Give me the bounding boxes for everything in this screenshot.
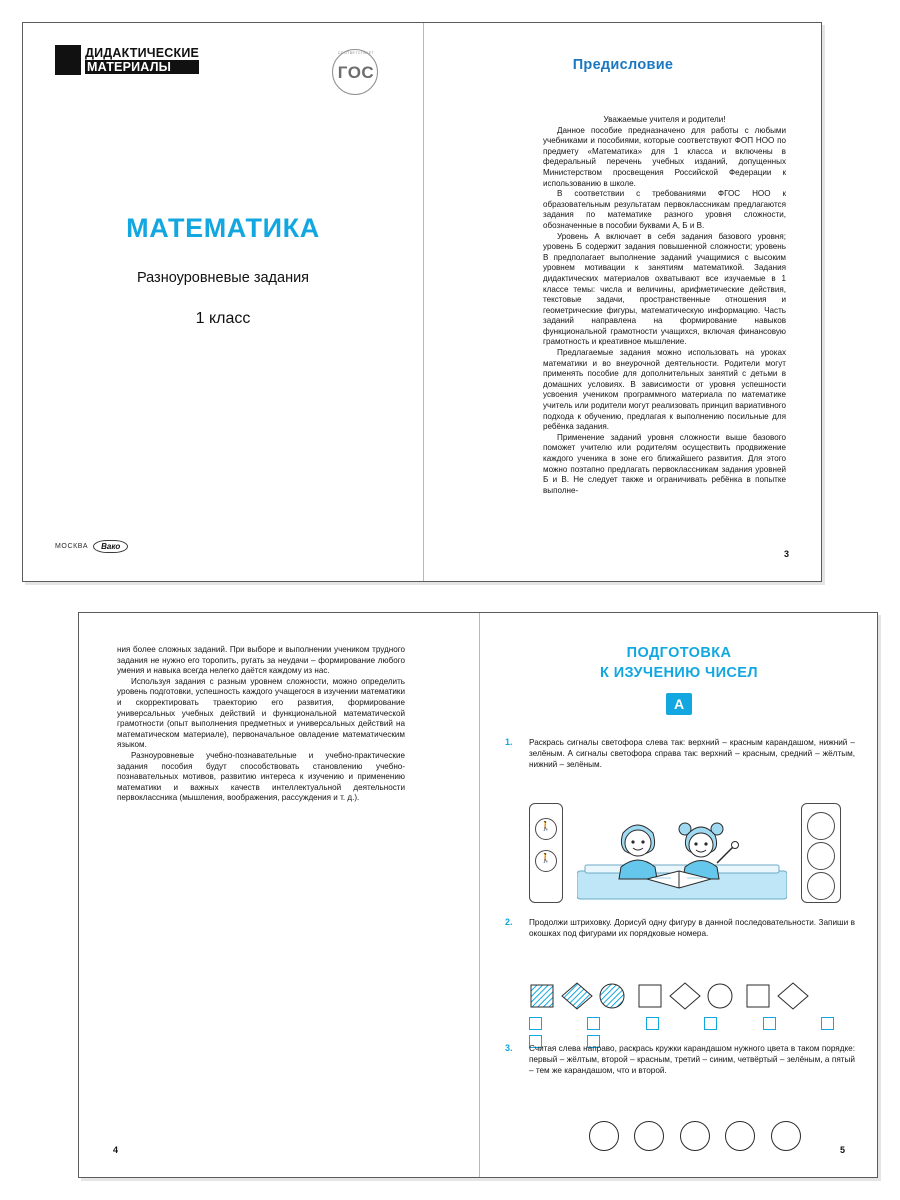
preface-text-column	[543, 115, 786, 496]
task-1	[505, 737, 855, 771]
task-1-number: 1.	[505, 737, 513, 747]
continuation-text-column	[117, 645, 405, 804]
preface-paragraph-1: Данное пособие предназначено для работы с любыми учебниками и пособиями, которые соответствуют ФОП НОО по предмету «Математика» для 1 класса и включены в федеральный перечень учебных изданий, допущенных Министерством просвещения Российской Федерации к использованию в школе.	[543, 125, 786, 188]
task-1-illustration	[529, 803, 841, 903]
stamp-word: ГОС	[337, 63, 375, 82]
answer-box[interactable]	[646, 1017, 659, 1030]
task-3-number: 3.	[505, 1043, 513, 1053]
spread-pages-2-3	[22, 22, 822, 582]
preface-paragraph-2: В соответствии с требованиями ФГОС НОО к образовательным результатам первоклассникам предлагаются задания по математике разного уровня сложности, обозначенные в пособии буквами А, Б и В.	[543, 189, 786, 230]
answer-box[interactable]	[529, 1017, 542, 1030]
series-logo-line2: МАТЕРИАЛЫ	[85, 60, 199, 74]
answer-box[interactable]	[821, 1017, 834, 1030]
pedestrian-standing-icon: 🚶	[540, 821, 552, 831]
imprint-city: МОСКВА	[55, 543, 89, 550]
worksheet-page	[479, 613, 879, 1177]
worksheet-title-line2: К ИЗУЧЕНИЮ ЧИСЕЛ	[600, 665, 758, 681]
answer-box[interactable]	[587, 1017, 600, 1030]
preface-paragraph-4: Предлагаемые задания можно использовать на уроках математики и во внеурочной деятельности. Родители могут применять пособие для дополнительных занятий с детьми в домашних условиях. В зависимости от уровня успешности усвоения учеником программного материала по математике учитель или родители могут реализовать принцип вариативного подхода к обучению, предлагая к выполнению посильные для ребёнка задания.	[543, 348, 786, 432]
vehicle-traffic-light	[801, 803, 841, 903]
book-cover-page	[23, 23, 423, 581]
preface-heading: Предисловие	[572, 57, 674, 73]
continuation-paragraph-1: ния более сложных заданий. При выборе и выполнении учеником трудного задания не нужно его торопить, ругать за неудачи – формирование любого умения и навыка всегда нелегко даётся каждому из нас.	[117, 645, 405, 676]
publisher-logo: Вако	[93, 540, 128, 553]
vehicle-signal-bottom	[807, 872, 835, 900]
task-1-text: Раскрась сигналы светофора слева так: верхний – красным карандашом, нижний – зелёным. А сигналы светофора справа так: верхний – красным, средний – жёлтым, нижний – зелёным.	[529, 738, 855, 770]
worksheet-title-line1: ПОДГОТОВКА	[626, 645, 732, 661]
continuation-page	[79, 613, 479, 1177]
pedestrian-walking-icon: 🚶	[540, 853, 552, 863]
page-number-3: 3	[783, 549, 789, 559]
preface-salutation: Уважаемые учителя и родители!	[603, 115, 726, 124]
answer-box[interactable]	[763, 1017, 776, 1030]
task-3	[505, 1043, 855, 1077]
cover-subtitle: Разноуровневые задания	[136, 270, 310, 286]
page-number-4: 4	[113, 1145, 119, 1155]
answer-box[interactable]	[704, 1017, 717, 1030]
worksheet-title	[479, 643, 879, 683]
kids-reading-illustration	[577, 805, 787, 901]
continuation-paragraph-3: Разноуровневые учебно-познавательные и учебно-практические задания пособия будут способствовать становлению учебно-познавательных мотивов, развитию интереса к изучению и применению математики и важных качеств интеллектуальной деятельности первоклассника (мышления, воображения, рассуждения и т. д.).	[117, 750, 405, 803]
spread-pages-4-5	[78, 612, 878, 1178]
cover-grade: 1 класс	[195, 310, 251, 327]
color-circle[interactable]	[634, 1121, 664, 1151]
stamp-micro-text: СООТВЕТСТВУЕТ	[337, 51, 375, 55]
task-3-text: Считая слева направо, раскрась кружки карандашом нужного цвета в таком порядке: первый – жёлтым, второй – красным, третий – синим, четвёртый – зелёным, а пятый – тем же карандашом, что и второй.	[529, 1044, 855, 1076]
cover-title-block	[23, 213, 423, 328]
vehicle-signal-top	[807, 812, 835, 840]
series-logo	[55, 45, 199, 75]
cover-title: МАТЕМАТИКА	[126, 213, 320, 243]
fgos-stamp-icon	[328, 47, 384, 99]
task-2-text: Продолжи штриховку. Дорисуй одну фигуру в данной последовательности. Запиши в окошках под фигурами их порядковые номера.	[529, 918, 855, 939]
cover-imprint	[55, 540, 128, 553]
series-logo-line1: ДИДАКТИЧЕСКИЕ	[85, 46, 200, 60]
task-2-shape-sequence	[529, 981, 841, 1011]
color-circle[interactable]	[589, 1121, 619, 1151]
color-circle[interactable]	[680, 1121, 710, 1151]
vehicle-signal-middle	[807, 842, 835, 870]
level-badge-a: А	[666, 693, 692, 715]
preface-paragraph-5: Применение заданий уровня сложности выше базового поможет учителю или родителям осуществить продвижение каждого ученика в зоне его ближайшего развития. Для этого можно поэтапно предлагать первоклассникам задания уровней Б и В. Не следует также и ограничивать ребёнка в попытке выполне-	[543, 432, 786, 495]
task-2	[505, 917, 855, 939]
preface-paragraph-3: Уровень А включает в себя задания базового уровня; уровень Б содержит задания повышенной сложности; уровень В предполагает выполнение заданий учащимися с высоким уровнем мотивации к занятиям математикой. Задания дидактических материалов охватывают все изучаемые в 1 классе темы: числа и величины, арифметические действия, текстовые задачи, пространственные отношения и геометрические фигуры, математическую информацию. Часть заданий направлена на формирование навыков функциональной грамотности учащихся, включая финансовую грамотность и креативное мышление.	[543, 231, 786, 347]
pedestrian-traffic-light	[529, 803, 563, 903]
color-circle[interactable]	[725, 1121, 755, 1151]
page-number-5: 5	[839, 1145, 845, 1155]
color-circle[interactable]	[771, 1121, 801, 1151]
task-2-number: 2.	[505, 917, 513, 927]
preface-page	[423, 23, 823, 581]
task-3-circles	[589, 1121, 801, 1156]
continuation-paragraph-2: Используя задания с разным уровнем сложности, можно определить уровень подготовки, успешность каждого учащегося в изучении математики и скорректировать траекторию его развития, формирование универсальных учебных действий и функциональной математической грамотности (опыт выполнения предметных и универсальных действий на математическом материале), первоначальное овладение математическим языком.	[117, 676, 405, 750]
logo-block-icon	[55, 45, 81, 75]
